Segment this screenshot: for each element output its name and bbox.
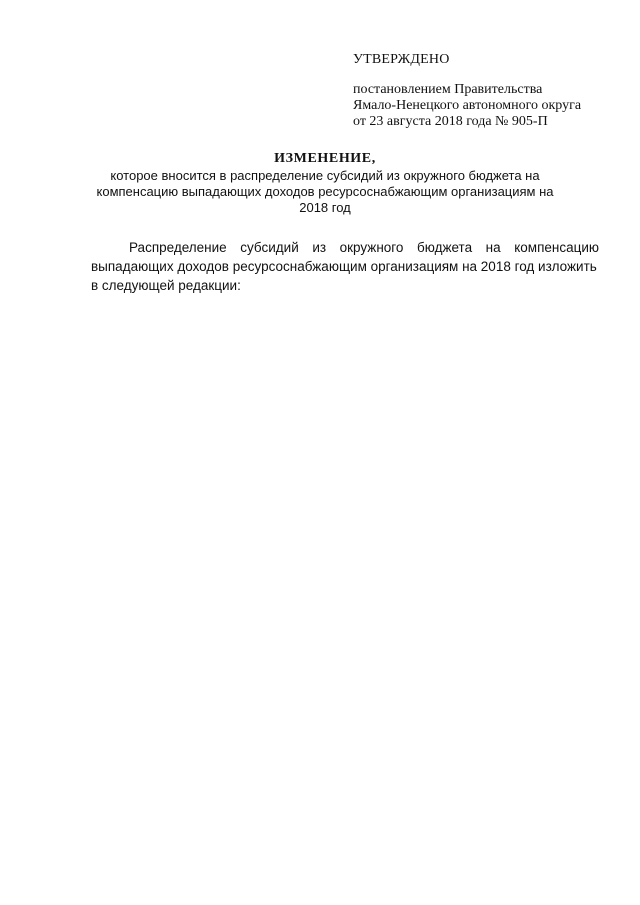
title-line: которое вносится в распределение субсидий из окружного бюджета на xyxy=(110,168,540,183)
body-paragraph xyxy=(91,238,599,295)
approval-line: от 23 августа 2018 года № 905-П xyxy=(353,114,548,129)
body-line-3: в следующей редакции: xyxy=(91,278,241,293)
document-title xyxy=(60,151,590,216)
body-word: окружного xyxy=(339,240,404,255)
body-word: из xyxy=(312,240,327,255)
approved-label: УТВЕРЖДЕНО xyxy=(353,52,450,67)
title-line: компенсацию выпадающих доходов ресурсоснабжающим организациям на xyxy=(96,184,554,199)
body-word: бюджета xyxy=(417,240,473,255)
approval-block xyxy=(353,52,623,130)
body-word: Распределение xyxy=(129,240,227,255)
title-heading: ИЗМЕНЕНИЕ, xyxy=(274,151,376,166)
body-word: на xyxy=(485,240,501,255)
body-word: компенсацию xyxy=(514,240,599,255)
approval-line: Ямало-Ненецкого автономного округа xyxy=(353,98,582,113)
body-line-1 xyxy=(91,238,599,257)
approval-line: постановлением Правительства xyxy=(353,82,543,97)
body-line-2: выпадающих доходов ресурсоснабжающим организациям на 2018 год изложить xyxy=(91,259,597,274)
body-word: субсидий xyxy=(240,240,299,255)
title-line: 2018 год xyxy=(299,200,351,215)
